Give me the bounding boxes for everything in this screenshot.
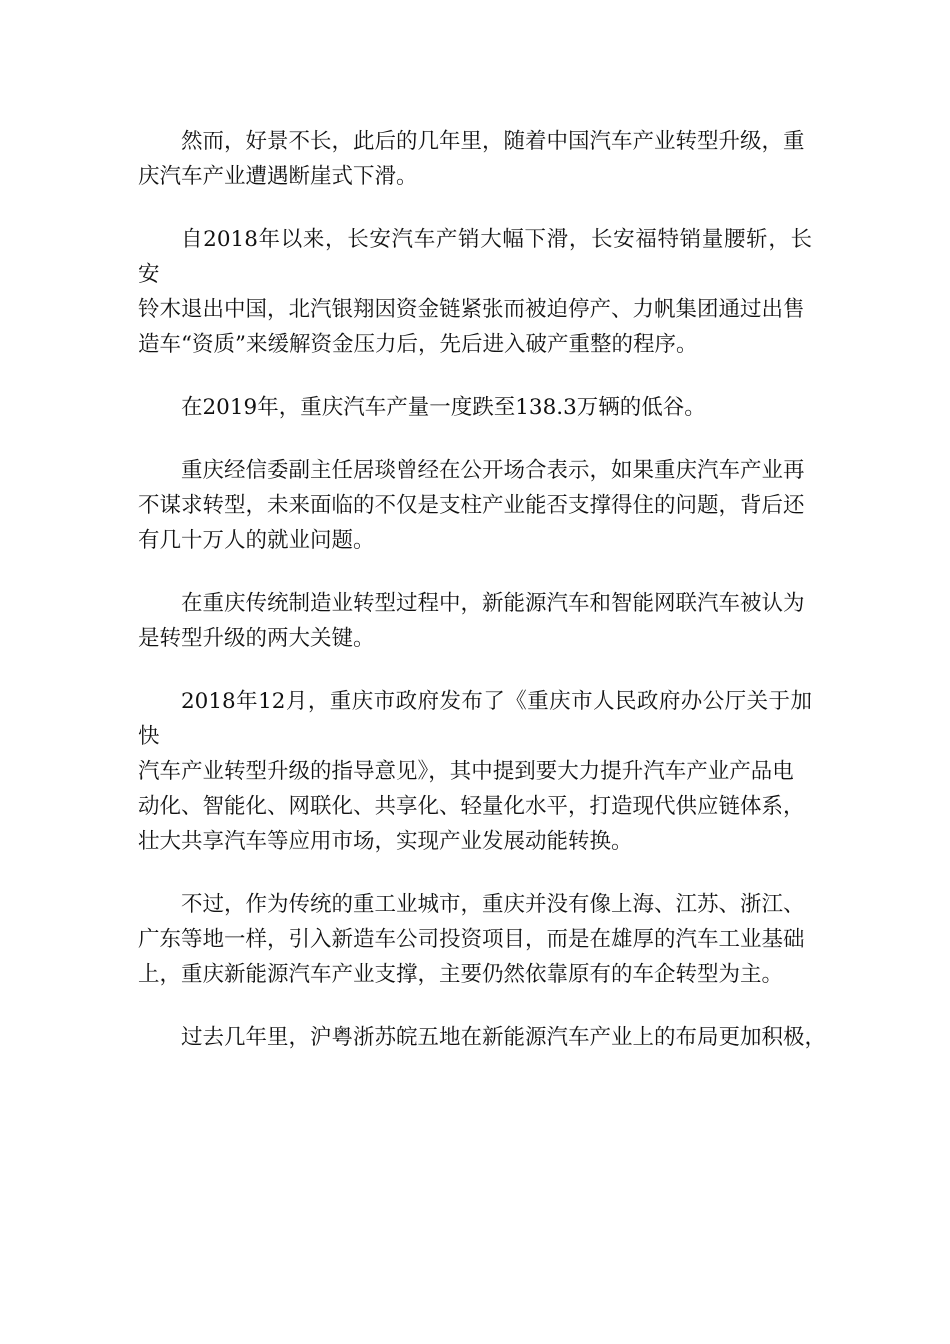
text-line: 2018年12月，重庆市政府发布了《重庆市人民政府办公厅关于加快 xyxy=(138,689,812,749)
paragraph-5 xyxy=(138,586,812,656)
text-line: 动化、智能化、网联化、共享化、轻量化水平，打造现代供应链体系， xyxy=(138,794,805,819)
text-line: 不过，作为传统的重工业城市，重庆并没有像上海、江苏、浙江、 xyxy=(181,892,805,917)
text-line: 然而，好景不长，此后的几年里，随着中国汽车产业转型升级，重 xyxy=(181,129,805,154)
text-line: 有几十万人的就业问题。 xyxy=(138,528,375,553)
text-line: 自2018年以来，长安汽车产销大幅下滑，长安福特销量腰斩，长安 xyxy=(138,227,812,287)
paragraph-1 xyxy=(138,124,812,194)
text-line: 上，重庆新能源汽车产业支撑，主要仍然依靠原有的车企转型为主。 xyxy=(138,962,784,987)
text-line: 汽车产业转型升级的指导意见》，其中提到要大力提升汽车产业产品电 xyxy=(138,759,794,784)
paragraph-2 xyxy=(138,222,812,362)
text-line: 不谋求转型，未来面临的不仅是支柱产业能否支撑得住的问题，背后还 xyxy=(138,493,805,518)
text-line: 壮大共享汽车等应用市场，实现产业发展动能转换。 xyxy=(138,829,633,854)
text-line: 在重庆传统制造业转型过程中，新能源汽车和智能网联汽车被认为 xyxy=(181,591,805,616)
paragraph-8 xyxy=(138,1020,827,1055)
text-line: 广东等地一样，引入新造车公司投资项目，而是在雄厚的汽车工业基础 xyxy=(138,927,805,952)
text-line: 造车“资质”来缓解资金压力后，先后进入破产重整的程序。 xyxy=(138,332,698,357)
paragraph-3 xyxy=(138,390,812,425)
text-line: 重庆经信委副主任居琰曾经在公开场合表示，如果重庆汽车产业再 xyxy=(181,458,805,483)
text-line: 铃木退出中国，北汽银翔因资金链紧张而被迫停产、力帆集团通过出售 xyxy=(138,297,805,322)
text-line: 在2019年，重庆汽车产量一度跌至138.3万辆的低谷。 xyxy=(181,395,706,420)
paragraph-6 xyxy=(138,684,812,859)
text-line: 庆汽车产业遭遇断崖式下滑。 xyxy=(138,164,418,189)
paragraph-4 xyxy=(138,453,812,558)
paragraph-7 xyxy=(138,887,812,992)
text-line: 是转型升级的两大关键。 xyxy=(138,626,375,651)
text-line: 过去几年里，沪粤浙苏皖五地在新能源汽车产业上的布局更加积极， xyxy=(181,1025,827,1050)
